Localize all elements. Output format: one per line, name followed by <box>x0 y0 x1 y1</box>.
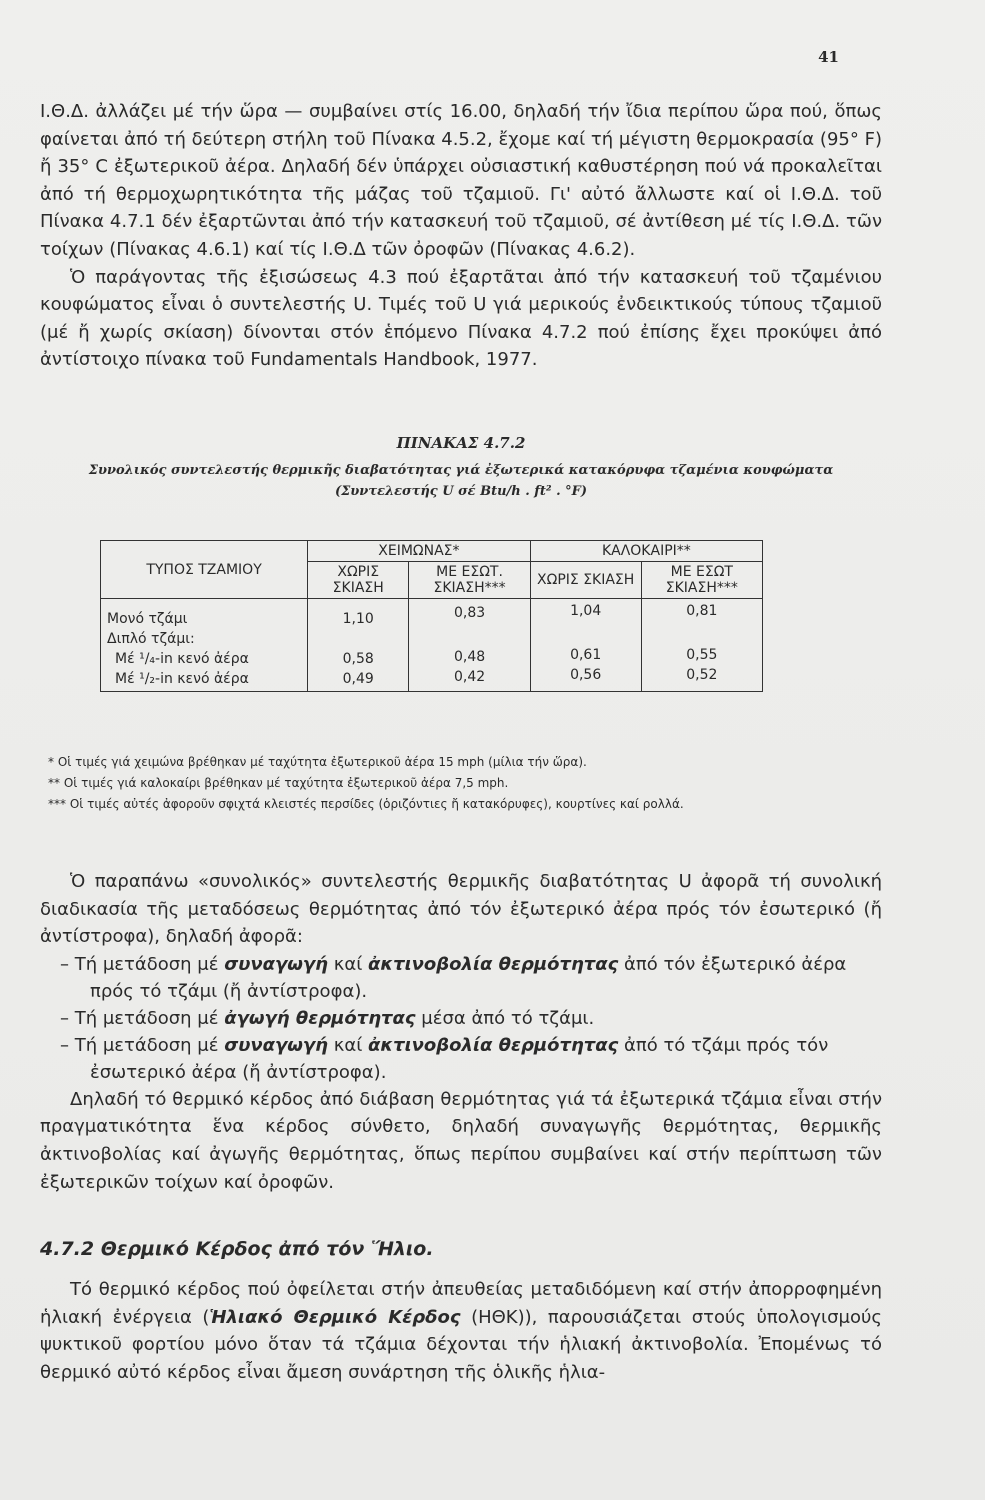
value: 0,61 <box>570 647 602 663</box>
value <box>415 623 523 647</box>
table-heading-block <box>40 434 882 502</box>
table-title: ΠΙΝΑΚΑΣ 4.7.2 <box>396 434 526 452</box>
table-header-row-1 <box>101 541 763 562</box>
paragraph-2: Ὁ παράγοντας τῆς ἐξισώσεως 4.3 πού ἐξαρτᾶται ἀπό τήν κατασκευή τοῦ τζαμένιου κουφώματος εἶναι ὁ συντελεστής U. Τιμές τοῦ U γιά μερικούς ἐνδεικτικούς τύπους τζαμιοῦ (μέ ἤ χωρίς σκίαση) δίνονται στόν ἑπόμενο Πίνακα 4.7.2 πού ἐπίσης ἔχει προκύψει ἀπό ἀντίστοιχο πίνακα τοῦ Fundamentals Handbook, 1977. <box>40 266 882 371</box>
emphasis: συναγωγή <box>224 953 328 975</box>
value: 1,04 <box>570 603 602 619</box>
header-type: ΤΥΠΟΣ ΤΖΑΜΙΟΥ <box>101 541 308 599</box>
emphasis: ἀγωγή θερμότητας <box>224 1007 416 1029</box>
bullet-text: μέσα ἀπό τό τζάμι. <box>415 1007 595 1029</box>
u-coefficient-table <box>100 540 763 692</box>
intro-text-block <box>40 98 882 374</box>
section-text: (ΗΘΚ)), παρουσιάζεται στούς ὑπολογισμούς ψυκτικοῦ φορτίου μόνο ὅταν τά τζάμια δέχονται τήν ἡλιακή ἀκτινοβολία. Ἐπομένως τό θερμικό αὐτό κέρδος εἶναι ἄμεση συνάρτηση τῆς ὁλικῆς ἡλια- <box>40 1306 882 1383</box>
section-paragraph <box>40 1276 882 1386</box>
row-labels-cell <box>101 599 308 692</box>
winter-noshade-cell <box>308 599 409 692</box>
section-4-7-2 <box>40 1238 882 1386</box>
summer-shade-cell <box>641 599 762 692</box>
summer-noshade-cell <box>530 599 641 692</box>
bullet-item: – Τή μετάδοση μέ ἀγωγή θερμότητας μέσα ἀπό τό τζάμι. <box>60 1007 595 1029</box>
value <box>314 629 402 649</box>
bullet-text: ἀπό τό τζάμι πρός τόν ἐσωτερικό ἀέρα (ἤ ἀντίστροφα). <box>90 1034 829 1083</box>
value: 0,42 <box>453 669 486 685</box>
header-summer: ΚΑΛΟΚΑΙΡΙ** <box>530 541 762 562</box>
value: 0,55 <box>686 647 718 663</box>
table-caption-line1: Συνολικός συντελεστής θερμικῆς διαβατότητας γιά ἐξωτερικά κατακόρυφα τζαμένια κουφώματα <box>88 463 834 478</box>
emphasis: ἀκτινοβολία θερμότητας <box>368 1034 619 1056</box>
header-winter-shade: ΜΕ ΕΣΩΤ. ΣΚΙΑΣΗ*** <box>409 562 530 599</box>
row-label: Μονό τζάμι <box>107 611 188 627</box>
emphasis: συναγωγή <box>224 1034 328 1056</box>
value: 0,58 <box>342 651 374 667</box>
table-footnotes <box>48 752 848 815</box>
row-label: Μέ ¹/₂-in κενό ἀέρα <box>115 671 249 687</box>
emphasis: ἀκτινοβολία θερμότητας <box>368 953 619 975</box>
header-summer-shade: ΜΕ ΕΣΩΤ ΣΚΙΑΣΗ*** <box>641 562 762 599</box>
bullet-text: Τή μετάδοση μέ <box>74 953 225 975</box>
bullet-text: Τή μετάδοση μέ <box>74 1034 225 1056</box>
paragraph-1: Ι.Θ.Δ. ἀλλάζει μέ τήν ὥρα — συμβαίνει στίς 16.00, δηλαδή τήν ἴδια περίπου ὥρα πού, ὅπως φαίνεται ἀπό τή δεύτερη στήλη τοῦ Πίνακα 4.5.2, ἔχομε καί τή μέγιστη θερμοκρασία (95° F) ἤ 35° C ἐξωτερικοῦ ἀέρα. Δηλαδή δέν ὑπάρχει οὐσιαστική καθυστέρηση πού νά προκαλεῖται ἀπό τή θερμοχωρητικότητα τῆς μάζας τοῦ τζαμιοῦ. Γι' αὐτό ἄλλωστε καί οἱ Ι.Θ.Δ. τοῦ Πίνακα 4.7.1 δέν ἐξαρτῶνται ἀπό τήν κατασκευή τοῦ τζαμιοῦ, σέ ἀντίθεση μέ τίς Ι.Θ.Δ. τῶν τοίχων (Πίνακας 4.6.1) καί τίς Ι.Θ.Δ τῶν ὀροφῶν (Πίνακας 4.6.2). <box>40 101 882 260</box>
value: 0,52 <box>686 667 718 683</box>
header-winter-noshade: ΧΩΡΙΣ ΣΚΙΑΣΗ <box>308 562 409 599</box>
value: 0,49 <box>342 671 374 687</box>
footnote-2: ** Οἱ τιμές γιά καλοκαίρι βρέθηκαν μέ ταχύτητα ἐξωτερικοῦ ἀέρα 7,5 mph. <box>48 776 509 790</box>
section-text: Τό θερμικό κέρδος πού ὀφείλεται στήν ἀπευθείας μεταδιδόμενη καί στήν ἀπορροφημένη ἡλιακή ἐνέργεια ( <box>40 1279 882 1328</box>
table-caption-line2: (Συντελεστής U σέ Btu/h . ft² . °F) <box>334 484 588 499</box>
row-label: Διπλό τζάμι: <box>107 631 195 647</box>
intro-paragraph: Ὁ παραπάνω «συνολικός» συντελεστής θερμικῆς διαβατότητας U ἀφορᾶ τή συνολική διαδικασία τῆς μεταδόσεως θερμότητας ἀπό τόν ἐξωτερικό ἀέρα πρός τόν ἐσωτερικό (ἤ ἀντίστροφα), δηλαδή ἀφορᾶ: <box>40 871 882 948</box>
row-label: Μέ ¹/₄-in κενό ἀέρα <box>115 651 249 667</box>
after-table-block <box>40 868 882 1196</box>
value: 0,56 <box>570 667 602 683</box>
conclusion-paragraph: Δηλαδή τό θερμικό κέρδος ἀπό διάβαση θερμότητας γιά τά ἐξωτερικά τζάμια εἶναι στήν πραγματικότητα ἕνα κέρδος σύνθετο, δηλαδή συναγωγῆς θερμότητας, θερμικῆς ἀκτινοβολίας καί ἀγωγῆς θερμότητας, ὅπως περίπου συμβαίνει καί στήν περίπτωση τῶν ἐξωτερικῶν τοίχων καί ὀροφῶν. <box>40 1088 882 1193</box>
winter-shade-cell <box>409 599 530 692</box>
header-summer-noshade: ΧΩΡΙΣ ΣΚΙΑΣΗ <box>530 562 641 599</box>
bullet-text: καί <box>328 1034 369 1056</box>
value: 0,81 <box>686 603 718 619</box>
bullet-list <box>40 951 882 1086</box>
bullet-text: ἀπό τόν ἐξωτερικό ἀέρα πρός τό τζάμι (ἤ ἀντίστροφα). <box>90 953 847 1002</box>
page-number: 41 <box>818 48 839 66</box>
bullet-item: – Τή μετάδοση μέ συναγωγή καί ἀκτινοβολία θερμότητας ἀπό τόν ἐξωτερικό ἀέρα πρός τό τζάμι (ἤ ἀντίστροφα). <box>60 953 847 1002</box>
bullet-item: – Τή μετάδοση μέ συναγωγή καί ἀκτινοβολία θερμότητας ἀπό τό τζάμι πρός τόν ἐσωτερικό ἀέρα (ἤ ἀντίστροφα). <box>60 1034 829 1083</box>
value: 0,48 <box>453 649 486 665</box>
section-heading: 4.7.2 Θερμικό Κέρδος ἀπό τόν Ἥλιο. <box>40 1238 434 1260</box>
bullet-text: Τή μετάδοση μέ <box>74 1007 225 1029</box>
value: 1,10 <box>342 611 374 627</box>
header-winter: ΧΕΙΜΩΝΑΣ* <box>308 541 531 562</box>
emphasis: Ἡλιακό Θερμικό Κέρδος <box>209 1306 461 1328</box>
table-body <box>101 599 763 692</box>
footnote-1: * Οἱ τιμές γιά χειμώνα βρέθηκαν μέ ταχύτητα ἐξωτερικοῦ ἀέρα 15 mph (μίλια τήν ὥρα). <box>48 755 587 769</box>
value <box>648 621 756 645</box>
footnote-3: *** Οἱ τιμές αὐτές ἀφοροῦν σφιχτά κλειστές περσίδες (ὁριζόντιες ἤ κατακόρυφες), κουρτίνες καί ρολλά. <box>48 797 684 811</box>
bullet-text: καί <box>328 953 369 975</box>
value: 0,83 <box>453 605 486 621</box>
value <box>537 621 635 645</box>
